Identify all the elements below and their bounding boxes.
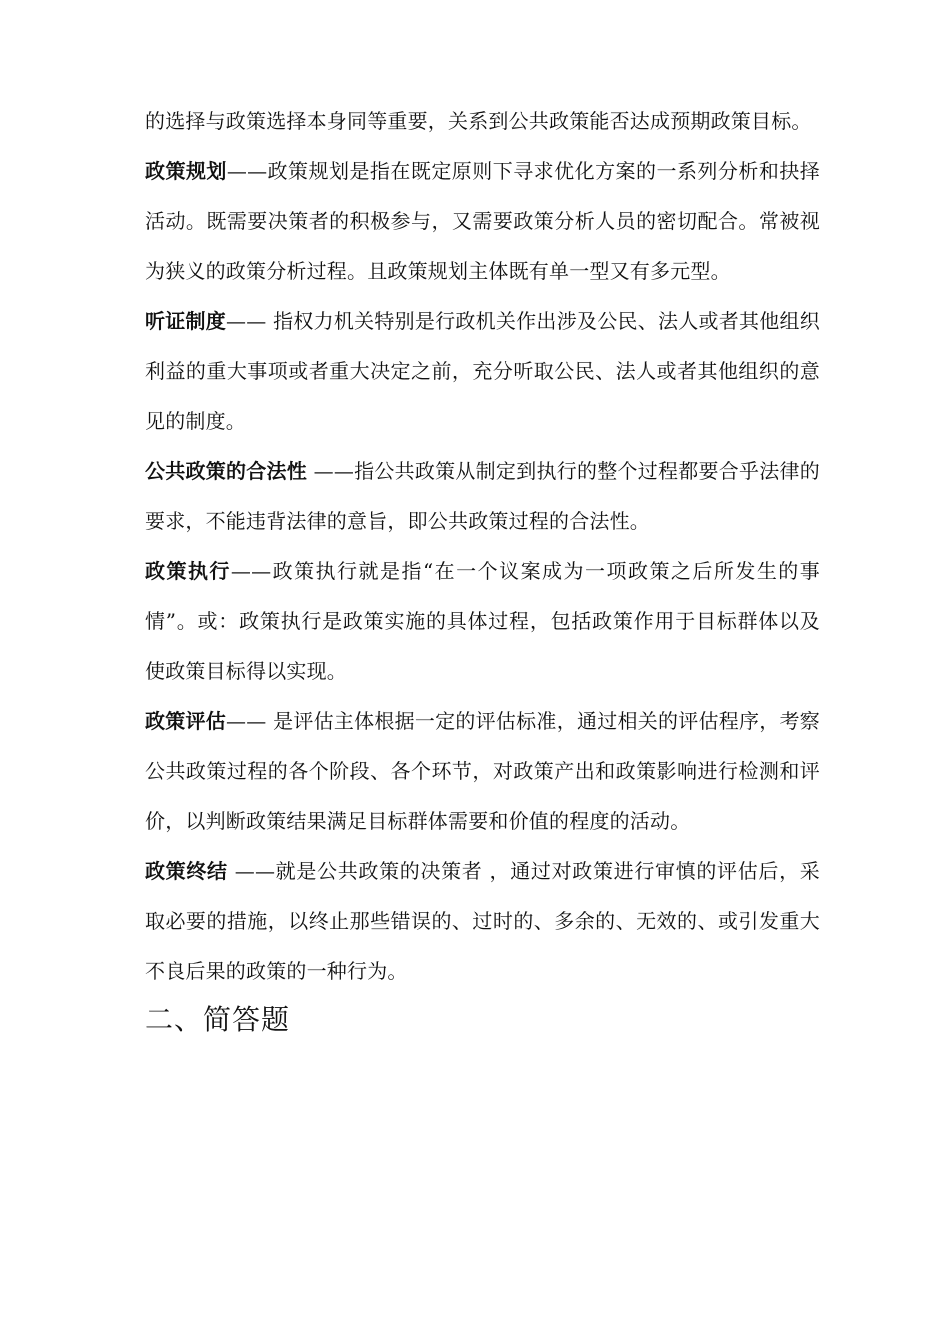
document-page xyxy=(145,96,820,1044)
definition-hearing-system xyxy=(145,296,820,446)
term-label: 听证制度 xyxy=(145,309,227,333)
definition-body: —— 指权力机关特别是行政机关作出涉及公民、法人或者其他组织利益的重大事项或者重大决定之前，充分听取公民、法人或者其他组织的意见的制度。 xyxy=(145,309,820,433)
definition-policy-legality xyxy=(145,446,820,546)
definition-policy-termination xyxy=(145,846,820,996)
definition-body: ——政策执行就是指“在一个议案成为一项政策之后所发生的事情”。或：政策执行是政策实施的具体过程，包括政策作用于目标群体以及使政策目标得以实现。 xyxy=(145,559,820,683)
definition-body: ——指公共政策从制定到执行的整个过程都要合乎法律的要求，不能违背法律的意旨，即公共政策过程的合法性。 xyxy=(145,459,820,533)
term-label: 政策规划 xyxy=(145,159,227,183)
paragraph-body: 的选择与政策选择本身同等重要，关系到公共政策能否达成预期政策目标。 xyxy=(145,109,812,133)
definition-policy-planning xyxy=(145,146,820,296)
term-label: 政策评估 xyxy=(145,709,227,733)
section-heading: 二、简答题 xyxy=(145,1003,291,1036)
term-label: 政策终结 xyxy=(145,859,228,883)
definition-policy-evaluation xyxy=(145,696,820,846)
term-label: 政策执行 xyxy=(145,559,231,583)
paragraph-continuation xyxy=(145,96,820,146)
term-label: 公共政策的合法性 xyxy=(145,459,308,483)
definition-body: ——政策规划是指在既定原则下寻求优化方案的一系列分析和抉择活动。既需要决策者的积极参与，又需要政策分析人员的密切配合。常被视为狭义的政策分析过程。且政策规划主体既有单一型又有多元型。 xyxy=(145,159,820,283)
definition-policy-implementation xyxy=(145,546,820,696)
definition-body: —— 是评估主体根据一定的评估标准，通过相关的评估程序，考察公共政策过程的各个阶段、各个环节，对政策产出和政策影响进行检测和评价，以判断政策结果满足目标群体需要和价值的程度的活动。 xyxy=(145,709,820,833)
definition-body: ——就是公共政策的决策者 ，通过对政策进行审慎的评估后，采取必要的措施，以终止那些错误的、过时的、多余的、无效的、或引发重大不良后果的政策的一种行为。 xyxy=(145,859,820,983)
